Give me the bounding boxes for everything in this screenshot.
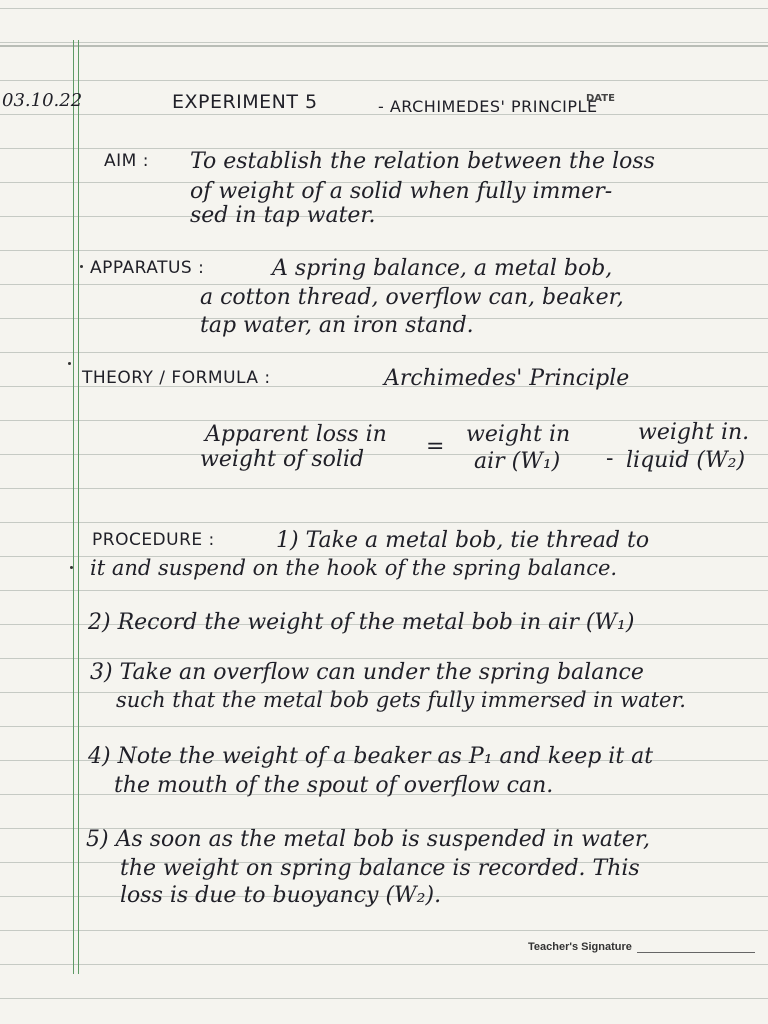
aim-line-3: sed in tap water.: [190, 203, 376, 228]
formula-term2-line-1: weight in.: [638, 420, 750, 445]
apparatus-line-3: tap water, an iron stand.: [200, 313, 474, 338]
apparatus-line-1: A spring balance, a metal bob,: [272, 256, 613, 281]
date-stamp: DATE: [586, 93, 615, 104]
experiment-subtitle: - ARCHIMEDES' PRINCIPLE: [378, 97, 598, 116]
bullet-dot: [68, 362, 71, 365]
experiment-title: EXPERIMENT 5: [172, 91, 318, 113]
procedure-step1-line-1: 1) Take a metal bob, tie thread to: [276, 528, 650, 553]
procedure-step2: 2) Record the weight of the metal bob in air (W₁): [88, 610, 635, 635]
procedure-step3-line-1: 3) Take an overflow can under the spring balance: [90, 660, 644, 685]
margin-line-secondary: [78, 40, 79, 974]
teacher-signature-label: Teacher's Signature: [528, 941, 632, 953]
margin-line: [73, 40, 74, 974]
procedure-step5-line-1: 5) As soon as the metal bob is suspended in water,: [86, 827, 650, 852]
apparatus-label: APPARATUS :: [90, 258, 205, 278]
procedure-step4-line-2: the mouth of the spout of overflow can.: [114, 773, 554, 798]
formula-equals: =: [426, 434, 445, 459]
page-top-rule: [0, 45, 768, 47]
aim-line-1: To establish the relation between the loss: [190, 149, 655, 174]
procedure-label: PROCEDURE :: [92, 530, 215, 550]
aim-label: AIM :: [104, 151, 149, 171]
formula-minus: -: [606, 446, 614, 471]
formula-lhs-line-1: Apparent loss in: [205, 422, 387, 447]
theory-label: THEORY / FORMULA :: [82, 368, 271, 388]
teacher-signature-line: [637, 952, 755, 953]
formula-term2-line-2: liquid (W₂): [626, 448, 746, 473]
bullet-dot: [70, 566, 73, 569]
formula-term1-line-2: air (W₁): [474, 449, 561, 474]
entry-date: 03.10.22: [2, 90, 83, 111]
procedure-step4-line-1: 4) Note the weight of a beaker as P₁ and keep it at: [88, 744, 654, 769]
bullet-dot: [80, 265, 83, 268]
procedure-step1-line-2: it and suspend on the hook of the spring balance.: [90, 556, 618, 580]
formula-lhs-line-2: weight of solid: [200, 447, 365, 472]
apparatus-line-2: a cotton thread, overflow can, beaker,: [200, 285, 624, 310]
aim-line-2: of weight of a solid when fully immer-: [190, 179, 613, 204]
formula-term1-line-1: weight in: [466, 422, 571, 447]
theory-value: Archimedes' Principle: [384, 366, 630, 391]
procedure-step5-line-3: loss is due to buoyancy (W₂).: [120, 883, 442, 908]
procedure-step5-line-2: the weight on spring balance is recorded. This: [120, 856, 640, 881]
procedure-step3-line-2: such that the metal bob gets fully immersed in water.: [116, 688, 686, 712]
